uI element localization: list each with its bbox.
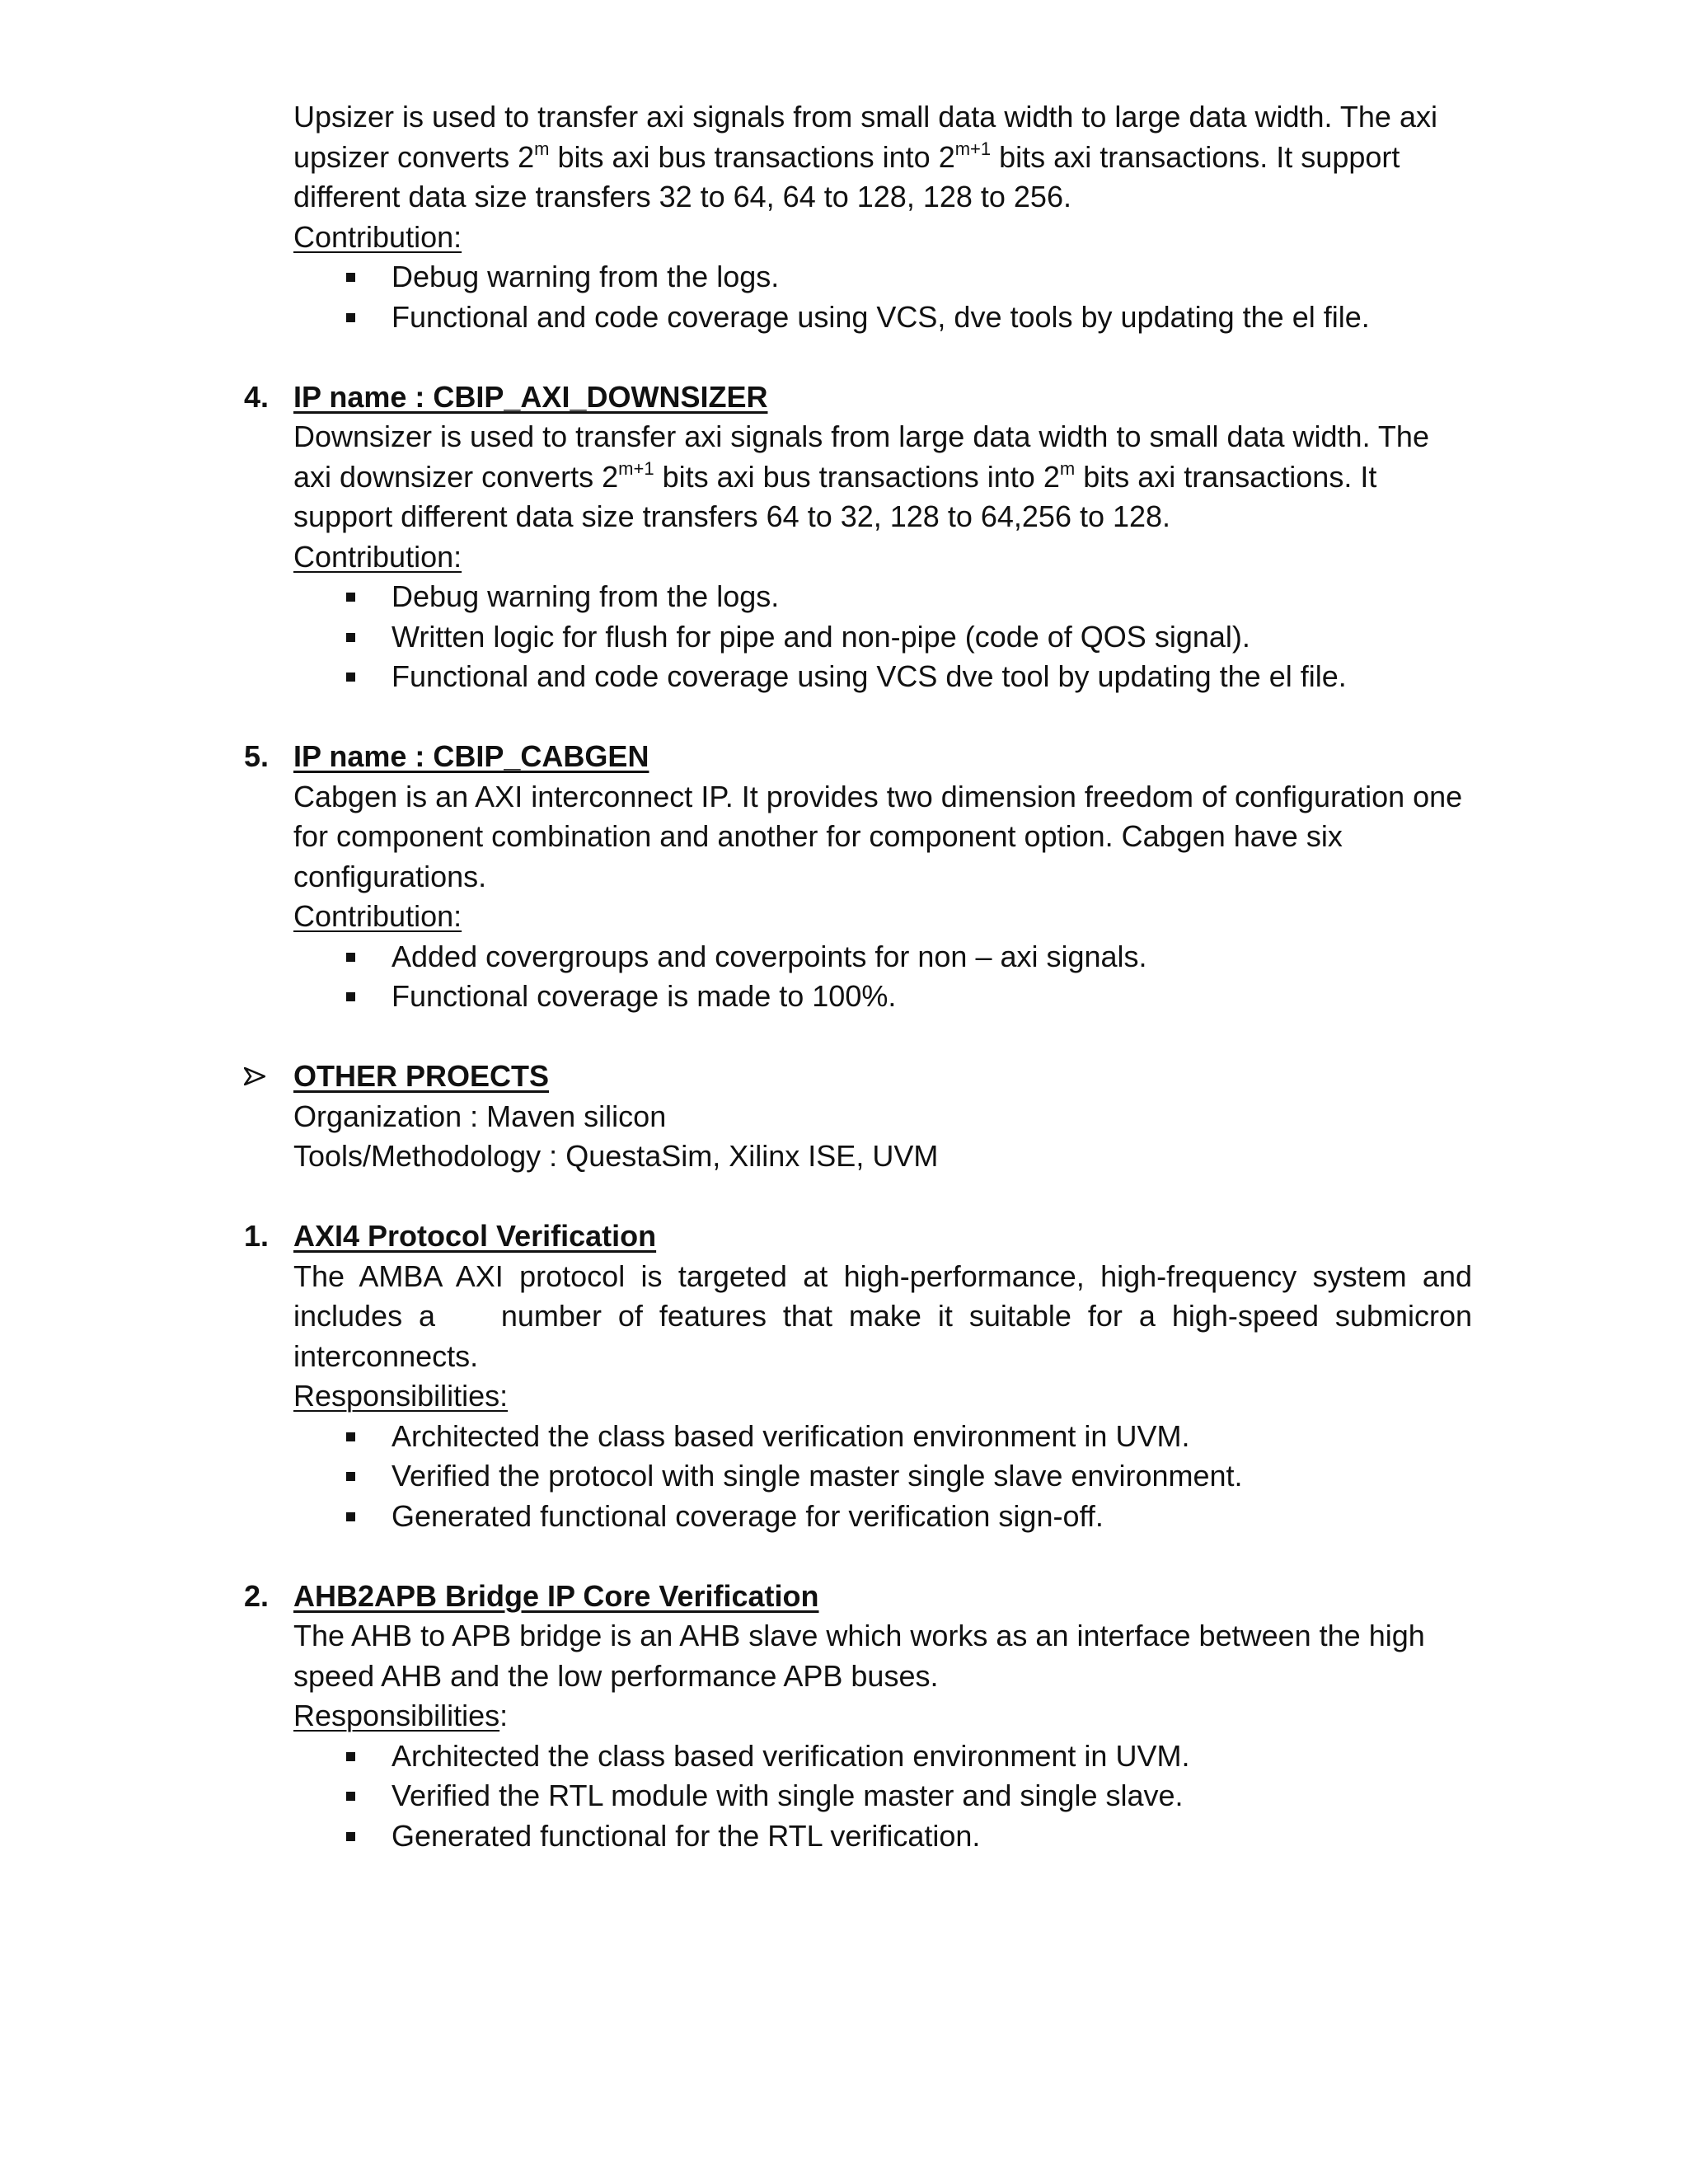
square-bullet-icon	[346, 953, 355, 962]
square-bullet-icon	[346, 593, 355, 602]
contribution-label: Contribution:	[293, 219, 462, 254]
ahb2apb-responsibilities-heading	[293, 1696, 1472, 1736]
upsizer-block	[293, 97, 1472, 337]
list-item	[293, 257, 1472, 298]
section-title: IP name : CBIP_CABGEN	[293, 739, 649, 773]
square-bullet-icon	[346, 633, 355, 642]
cabgen-section	[244, 737, 1472, 1017]
list-item-text: Debug warning from the logs.	[392, 579, 780, 613]
square-bullet-icon	[346, 1432, 355, 1441]
section-title: AHB2APB Bridge IP Core Verification	[293, 1578, 819, 1613]
square-bullet-icon	[346, 1792, 355, 1801]
list-item	[293, 1456, 1472, 1497]
downsizer-superscript-2: m	[1059, 457, 1076, 479]
ahb2apb-responsibilities-list	[293, 1736, 1472, 1857]
organization-line: Organization : Maven silicon	[293, 1099, 667, 1133]
responsibilities-colon: :	[499, 1699, 509, 1732]
list-item-text: Functional and code coverage using VCS dve tool by updating the el file.	[392, 659, 1347, 693]
cabgen-contribution-list	[293, 937, 1472, 1017]
upsizer-superscript-1: m	[534, 138, 550, 159]
list-item-text: Generated functional for the RTL verification.	[392, 1818, 981, 1853]
square-bullet-icon	[346, 1752, 355, 1761]
list-item-text: Architected the class based verification environment in UVM.	[392, 1418, 1190, 1453]
list-item-text: Debug warning from the logs.	[392, 260, 780, 293]
other-projects-heading	[293, 1057, 1472, 1097]
upsizer-desc-part-2: bits axi bus transactions into 2	[549, 139, 955, 174]
upsizer-superscript-2: m+1	[954, 138, 992, 159]
tools-methodology-line: Tools/Methodology : QuestaSim, Xilinx ISE, UVM	[293, 1139, 939, 1173]
list-item	[293, 1497, 1472, 1537]
section-number: 4.	[244, 379, 270, 414]
square-bullet-icon	[346, 1472, 355, 1481]
section-number: 5.	[244, 739, 270, 773]
contribution-label: Contribution:	[293, 899, 462, 933]
section-title: AXI4 Protocol Verification	[293, 1219, 657, 1253]
list-item-text: Functional and code coverage using VCS, dve tools by updating the el file.	[392, 299, 1370, 334]
list-item	[293, 1776, 1472, 1816]
downsizer-heading	[244, 377, 1472, 418]
downsizer-superscript-1: m+1	[618, 457, 654, 479]
square-bullet-icon	[346, 1832, 355, 1841]
ahb2apb-description: The AHB to APB bridge is an AHB slave which works as an interface between the high speed AHB and the low performance APB buses.	[293, 1619, 1425, 1693]
list-item	[293, 1816, 1472, 1857]
upsizer-description	[293, 97, 1472, 218]
downsizer-section	[244, 377, 1472, 697]
upsizer-contribution-heading	[293, 218, 1472, 258]
upsizer-contribution-list	[293, 257, 1472, 337]
axi4-section	[244, 1216, 1481, 1536]
square-bullet-icon	[346, 313, 355, 322]
upsizer-desc-part-3: bits axi transactions. It support different data size transfers 32 to 64, 64 to 128, 128 to 256.	[293, 139, 1400, 213]
ahb2apb-heading	[244, 1577, 1472, 1617]
list-item	[293, 977, 1472, 1017]
list-item-text: Architected the class based verification environment in UVM.	[392, 1738, 1190, 1773]
section-title: IP name : CBIP_AXI_DOWNSIZER	[293, 379, 768, 414]
axi4-responsibilities-list	[293, 1417, 1472, 1537]
list-item	[293, 1417, 1472, 1457]
square-bullet-icon	[346, 273, 355, 282]
responsibilities-label: Responsibilities	[293, 1699, 500, 1732]
list-item	[293, 937, 1472, 977]
list-item-text: Added covergroups and coverpoints for non – axi signals.	[392, 939, 1147, 973]
list-item	[293, 657, 1472, 697]
cabgen-description: Cabgen is an AXI interconnect IP. It provides two dimension freedom of configuration one for component combination and another for component option. Cabgen have six configurations.	[293, 779, 1463, 893]
square-bullet-icon	[346, 992, 355, 1001]
downsizer-contribution-list	[293, 577, 1472, 697]
square-bullet-icon	[346, 673, 355, 682]
list-item-text: Verified the protocol with single master single slave environment.	[392, 1459, 1243, 1493]
section-title: OTHER PROECTS	[293, 1059, 550, 1093]
document-content	[244, 97, 1481, 1856]
axi4-heading	[244, 1216, 1472, 1257]
axi4-description: The AMBA AXI protocol is targeted at high-performance, high-frequency system and includes a number of features that make it suitable for a high-speed submicron interconnects.	[293, 1258, 1481, 1373]
downsizer-desc-part-2: bits axi bus transactions into 2	[654, 459, 1060, 494]
downsizer-desc-part-1: Downsizer is used to transfer axi signals from large data width to small data width. The axi downsizer converts 2	[293, 419, 1429, 494]
upsizer-desc-part-1: Upsizer is used to transfer axi signals from small data width to large data width. The axi upsizer converts 2	[293, 100, 1437, 174]
list-item	[293, 298, 1472, 338]
ahb2apb-section	[244, 1577, 1472, 1857]
list-item-text: Written logic for flush for pipe and non-pipe (code of QOS signal).	[392, 619, 1250, 654]
list-item-text: Functional coverage is made to 100%.	[392, 979, 897, 1013]
responsibilities-label: Responsibilities:	[293, 1379, 509, 1413]
arrowhead-bullet-icon	[244, 1067, 265, 1085]
section-number: 1.	[244, 1219, 270, 1253]
contribution-label: Contribution:	[293, 539, 462, 574]
list-item-text: Generated functional coverage for verification sign-off.	[392, 1498, 1104, 1533]
list-item-text: Verified the RTL module with single master and single slave.	[392, 1779, 1184, 1812]
square-bullet-icon	[346, 1512, 355, 1521]
list-item	[293, 617, 1472, 658]
other-projects-section	[293, 1057, 1472, 1177]
downsizer-desc-part-3: bits axi transactions. It support different data size transfers 64 to 32, 128 to 64,256 to 128.	[293, 459, 1377, 533]
downsizer-description	[293, 417, 1472, 537]
cabgen-contribution-heading	[293, 897, 1472, 937]
downsizer-contribution-heading	[293, 537, 1472, 578]
section-number: 2.	[244, 1578, 270, 1613]
list-item	[293, 1736, 1472, 1777]
axi4-responsibilities-heading	[293, 1376, 1472, 1417]
cabgen-heading	[244, 737, 1472, 777]
list-item	[293, 577, 1472, 617]
